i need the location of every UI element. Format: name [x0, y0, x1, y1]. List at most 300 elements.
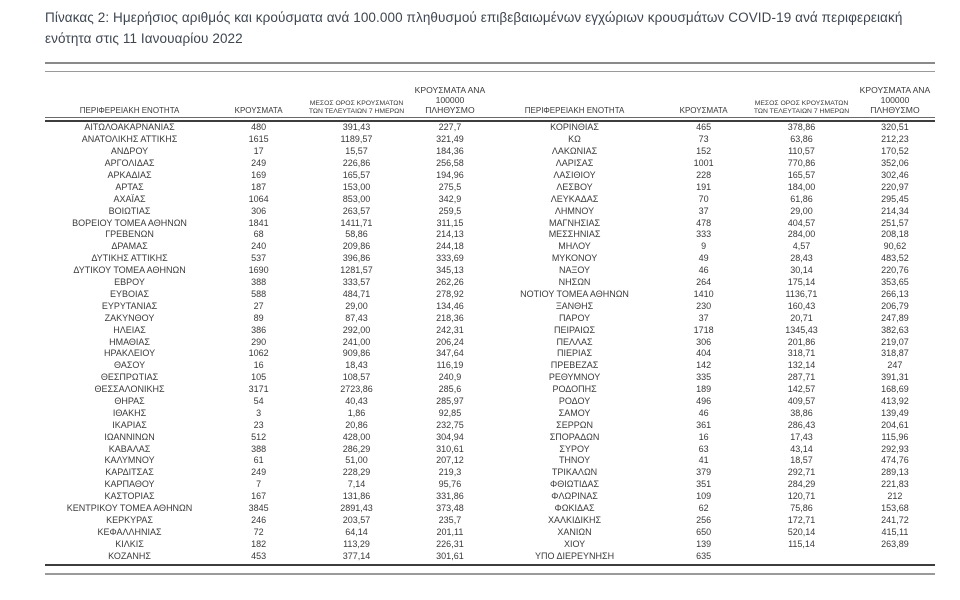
table-row	[490, 444, 935, 456]
region-cell: ΛΗΜΝΟΥ	[554, 205, 595, 216]
cases-cell: 388	[251, 277, 267, 288]
per100k-cell: 342,9	[438, 193, 462, 204]
avg7-cell: 7,14	[347, 479, 366, 490]
cases-cell: 72	[253, 526, 264, 537]
table-row	[45, 396, 490, 408]
region-cell: ΘΗΡΑΣ	[114, 395, 145, 406]
cases-cell: 37	[698, 205, 709, 216]
per100k-cell: 415,11	[881, 526, 909, 537]
cases-cell: 61	[253, 455, 264, 466]
per100k-cell: 295,45	[881, 193, 909, 204]
table-row	[45, 527, 490, 539]
table-row	[45, 337, 490, 349]
covid-cases-table	[45, 86, 935, 567]
table-row	[45, 146, 490, 158]
per100k-cell: 352,06	[881, 158, 909, 169]
table-row	[490, 337, 935, 349]
per100k-cell: 289,13	[881, 467, 909, 478]
cases-cell: 351	[696, 479, 712, 490]
avg7-cell: 29,00	[790, 205, 813, 216]
cases-cell: 465	[696, 122, 712, 133]
avg7-cell: 172,71	[787, 514, 816, 525]
cases-cell: 361	[696, 419, 712, 430]
table-row	[45, 444, 490, 456]
cases-cell: 109	[696, 491, 712, 502]
table-row	[45, 551, 490, 563]
avg7-cell: 18,57	[790, 455, 813, 466]
per100k-cell: 184,36	[436, 146, 464, 157]
cases-cell: 46	[698, 407, 709, 418]
per100k-cell: 139,49	[881, 407, 909, 418]
avg7-cell: 1345,43	[785, 324, 818, 335]
avg7-cell: 520,14	[787, 526, 816, 537]
table-row	[490, 515, 935, 527]
per100k-cell: 275,5	[438, 181, 462, 192]
avg7-cell: 241,00	[342, 336, 371, 347]
avg7-cell: 38,86	[790, 407, 813, 418]
region-cell: ΣΑΜΟΥ	[558, 407, 591, 418]
per100k-cell: 212	[887, 491, 903, 502]
cases-cell: 3171	[248, 384, 269, 395]
per100k-cell: 220,97	[881, 181, 909, 192]
avg7-cell: 63,86	[790, 134, 813, 145]
per100k-cell: 134,46	[436, 300, 464, 311]
per100k-cell: 259,5	[438, 205, 462, 216]
cases-cell: 240	[251, 241, 267, 252]
cases-cell: 70	[698, 193, 709, 204]
cases-cell: 512	[251, 431, 267, 442]
region-cell: ΔΡΑΜΑΣ	[111, 241, 148, 252]
avg7-cell: 58,86	[345, 229, 368, 240]
region-cell: ΚΩ	[568, 134, 581, 145]
avg7-cell: 113,29	[343, 538, 370, 549]
per100k-cell: 333,69	[436, 253, 464, 264]
per100k-cell: 266,13	[881, 288, 909, 299]
avg7-cell: 29,00	[345, 300, 368, 311]
table-row	[490, 265, 935, 277]
table-row	[45, 491, 490, 503]
cases-cell: 388	[251, 443, 267, 454]
table-row	[45, 372, 490, 384]
table-row	[490, 491, 935, 503]
region-cell: ΜΕΣΣΗΝΙΑΣ	[548, 229, 601, 240]
table-row	[490, 277, 935, 289]
cases-cell: 139	[696, 538, 712, 549]
per100k-cell	[855, 551, 935, 563]
table-row	[45, 432, 490, 444]
table-bottom-rule	[45, 564, 935, 566]
per100k-cell: 301,61	[436, 550, 464, 561]
column-header-region: ΠΕΡΙΦΕΡΕΙΑΚΗ ΕΝΟΤΗΤΑ	[79, 106, 180, 116]
region-cell: ΚΑΡΔΙΤΣΑΣ	[105, 467, 154, 478]
table-row	[490, 229, 935, 241]
region-cell: ΑΡΓΟΛΙΔΑΣ	[104, 158, 155, 169]
per100k-cell: 204,61	[881, 419, 909, 430]
per100k-cell: 206,79	[881, 300, 909, 311]
avg7-cell: 292,71	[787, 467, 816, 478]
region-cell: ΡΟΔΟΠΗΣ	[552, 384, 597, 395]
column-header-cases: ΚΡΟΥΣΜΑΤΑ	[234, 106, 283, 116]
cases-cell: 23	[253, 419, 264, 430]
per100k-cell: 212,23	[881, 134, 909, 145]
cases-cell: 588	[251, 288, 267, 299]
avg7-cell: 64,14	[345, 526, 368, 537]
table-body	[45, 122, 935, 562]
region-cell: ΠΡΕΒΕΖΑΣ	[550, 360, 599, 371]
per100k-cell: 153,68	[881, 502, 909, 513]
avg7-cell: 18,43	[345, 360, 368, 371]
cases-cell: 62	[698, 502, 709, 513]
table-row	[490, 134, 935, 146]
avg7-cell: 131,86	[342, 491, 371, 502]
avg7-cell: 30,14	[790, 265, 813, 276]
table-row	[45, 360, 490, 372]
table-row	[490, 539, 935, 551]
region-cell: ΠΕΛΛΑΣ	[556, 336, 593, 347]
avg7-cell: 1281,57	[340, 265, 373, 276]
column-header-region: ΠΕΡΙΦΕΡΕΙΑΚΗ ΕΝΟΤΗΤΑ	[524, 106, 625, 116]
cases-cell: 1615	[248, 134, 269, 145]
cases-cell: 142	[696, 360, 712, 371]
avg7-cell: 1,86	[347, 407, 366, 418]
region-cell: ΚΕΦΑΛΛΗΝΙΑΣ	[97, 526, 162, 537]
cases-cell: 152	[696, 146, 712, 157]
region-cell: ΖΑΚΥΝΘΟΥ	[104, 312, 155, 323]
divider-bottom	[45, 573, 935, 575]
region-cell: ΗΛΕΙΑΣ	[113, 324, 146, 335]
table-row	[490, 122, 935, 134]
table-row	[45, 170, 490, 182]
avg7-cell: 115,14	[788, 538, 815, 549]
region-cell: ΔΥΤΙΚΗΣ ΑΤΤΙΚΗΣ	[91, 253, 168, 264]
table-row	[490, 455, 935, 467]
region-cell: ΕΥΒΟΙΑΣ	[110, 288, 150, 299]
region-cell: ΚΑΒΑΛΑΣ	[108, 443, 151, 454]
region-cell: ΘΑΣΟΥ	[113, 360, 146, 371]
per100k-cell: 242,31	[436, 324, 464, 335]
per100k-cell: 227,7	[438, 122, 462, 133]
per100k-cell: 263,89	[881, 538, 909, 549]
cases-cell: 1841	[248, 217, 269, 228]
avg7-cell: 484,71	[342, 288, 371, 299]
cases-cell: 41	[698, 455, 709, 466]
cases-cell: 46	[698, 265, 709, 276]
column-header-per100k: ΚΡΟΥΣΜΑΤΑ ΑΝΑ 100000 ΠΛΗΘΥΣΜΟ	[414, 84, 486, 115]
per100k-cell: 207,12	[436, 455, 464, 466]
cases-cell: 537	[251, 253, 267, 264]
avg7-cell: 201,86	[787, 336, 816, 347]
region-cell: ΘΕΣΣΑΛΟΝΙΚΗΣ	[94, 384, 165, 395]
region-cell: ΛΑΡΙΣΑΣ	[555, 158, 594, 169]
table-header-right	[490, 86, 935, 117]
avg7-cell: 20,71	[790, 312, 813, 323]
per100k-cell: 219,3	[438, 467, 462, 478]
region-cell: ΓΡΕΒΕΝΩΝ	[105, 229, 154, 240]
table-row	[490, 551, 935, 563]
region-cell: ΧΑΛΚΙΔΙΚΗΣ	[547, 514, 602, 525]
cases-cell: 230	[696, 300, 712, 311]
region-cell: ΑΝΔΡΟΥ	[110, 146, 149, 157]
table-header-left	[45, 86, 490, 117]
per100k-cell: 285,6	[438, 384, 462, 395]
per100k-cell: 483,52	[881, 253, 909, 264]
avg7-cell: 318,71	[787, 348, 816, 359]
per100k-cell: 168,69	[881, 384, 909, 395]
per100k-cell: 413,92	[881, 395, 909, 406]
avg7-cell: 17,43	[790, 431, 813, 442]
cases-cell: 16	[698, 431, 709, 442]
per100k-cell: 251,57	[881, 217, 909, 228]
avg7-cell: 286,43	[787, 419, 816, 430]
per100k-cell: 347,64	[436, 348, 464, 359]
region-cell: ΚΟΖΑΝΗΣ	[108, 550, 151, 561]
avg7-cell: 1411,71	[340, 217, 373, 228]
column-header-avg7: ΜΕΣΟΣ ΟΡΟΣ ΚΡΟΥΣΜΑΤΩΝ ΤΩΝ ΤΕΛΕΥΤΑΙΩΝ 7 ΗΜΕΡΩΝ	[308, 99, 405, 115]
avg7-cell: 209,86	[342, 241, 371, 252]
per100k-cell: 310,61	[436, 443, 464, 454]
region-cell: ΡΕΘΥΜΝΟΥ	[548, 372, 601, 383]
cases-cell: 187	[251, 181, 267, 192]
cases-cell: 306	[696, 336, 712, 347]
cases-cell: 1064	[248, 193, 269, 204]
table-row	[490, 182, 935, 194]
table-row	[490, 348, 935, 360]
table-row	[45, 384, 490, 396]
avg7-cell: 226,86	[342, 158, 371, 169]
table-row	[490, 479, 935, 491]
table-row	[45, 479, 490, 491]
per100k-cell: 90,62	[883, 241, 907, 252]
table-row	[45, 182, 490, 194]
region-cell: ΛΑΣΙΘΙΟΥ	[553, 170, 596, 181]
per100k-cell: 232,75	[436, 419, 464, 430]
cases-cell: 3	[256, 407, 262, 418]
region-cell: ΙΩΑΝΝΙΝΩΝ	[104, 431, 155, 442]
region-cell: ΥΠΟ ΔΙΕΡΕΥΝΗΣΗ	[535, 550, 615, 561]
region-cell: ΑΙΤΩΛΟΑΚΑΡΝΑΝΙΑΣ	[84, 122, 175, 133]
table-row	[490, 253, 935, 265]
per100k-cell: 240,9	[438, 372, 462, 383]
column-header-cases: ΚΡΟΥΣΜΑΤΑ	[679, 106, 728, 116]
cases-cell: 635	[696, 550, 712, 561]
avg7-cell: 28,43	[790, 253, 813, 264]
avg7-cell: 184,00	[787, 181, 816, 192]
avg7-cell: 284,29	[787, 479, 816, 490]
cases-cell: 191	[696, 181, 712, 192]
avg7-cell	[748, 551, 855, 563]
per100k-cell: 285,97	[436, 395, 464, 406]
cases-cell: 9	[701, 241, 707, 252]
table-row	[45, 218, 490, 230]
table-row	[490, 432, 935, 444]
cases-cell: 1410	[693, 288, 714, 299]
cases-cell: 63	[698, 443, 709, 454]
avg7-cell: 2723,86	[340, 384, 373, 395]
cases-cell: 189	[696, 384, 712, 395]
region-cell: ΚΑΛΥΜΝΟΥ	[104, 455, 155, 466]
region-cell: ΕΥΡΥΤΑΝΙΑΣ	[101, 300, 158, 311]
region-cell: ΦΩΚΙΔΑΣ	[554, 502, 595, 513]
table-row	[45, 289, 490, 301]
avg7-cell: 377,14	[342, 550, 371, 561]
region-cell: ΧΙΟΥ	[563, 538, 586, 549]
avg7-cell: 15,57	[345, 146, 368, 157]
avg7-cell: 165,57	[342, 170, 371, 181]
per100k-cell: 208,18	[881, 229, 909, 240]
region-cell: ΚΑΣΤΟΡΙΑΣ	[104, 491, 155, 502]
table-row	[490, 170, 935, 182]
avg7-cell: 287,71	[787, 372, 816, 383]
per100k-cell: 353,65	[881, 277, 909, 288]
table-row	[45, 539, 490, 551]
avg7-cell: 51,00	[345, 455, 368, 466]
per100k-cell: 302,46	[881, 170, 909, 181]
per100k-cell: 331,86	[436, 491, 464, 502]
per100k-cell: 214,34	[881, 205, 909, 216]
avg7-cell: 132,14	[787, 360, 816, 371]
avg7-cell: 909,86	[342, 348, 371, 359]
per100k-cell: 320,51	[881, 122, 909, 133]
avg7-cell: 110,57	[788, 146, 815, 157]
cases-cell: 264	[696, 277, 712, 288]
cases-cell: 89	[253, 312, 264, 323]
avg7-cell: 2891,43	[340, 502, 373, 513]
region-cell: ΚΕΡΚΥΡΑΣ	[106, 514, 153, 525]
per100k-cell: 218,36	[436, 312, 464, 323]
table-row	[45, 515, 490, 527]
table-row	[45, 325, 490, 337]
cases-cell: 650	[696, 526, 712, 537]
avg7-cell: 203,57	[342, 514, 371, 525]
region-cell: ΝΟΤΙΟΥ ΤΟΜΕΑ ΑΘΗΝΩΝ	[520, 288, 629, 299]
table-row	[45, 229, 490, 241]
avg7-cell: 160,43	[787, 300, 816, 311]
region-cell: ΣΠΟΡΑΔΩΝ	[549, 431, 600, 442]
per100k-cell: 321,49	[436, 134, 464, 145]
region-cell: ΘΕΣΠΡΩΤΙΑΣ	[100, 372, 159, 383]
table-row	[45, 420, 490, 432]
avg7-cell: 120,71	[787, 491, 816, 502]
per100k-cell: 235,7	[438, 514, 462, 525]
per100k-cell: 170,52	[881, 146, 909, 157]
avg7-cell: 153,00	[342, 181, 371, 192]
table-row	[45, 194, 490, 206]
table-row	[490, 289, 935, 301]
avg7-cell: 378,86	[787, 122, 816, 133]
region-cell: ΣΥΡΟΥ	[559, 443, 590, 454]
per100k-cell: 391,31	[881, 372, 909, 383]
avg7-cell: 75,86	[790, 502, 813, 513]
per100k-cell: 278,92	[436, 288, 464, 299]
cases-cell: 167	[251, 491, 267, 502]
region-cell: ΚΙΛΚΙΣ	[115, 538, 144, 549]
table-row	[490, 408, 935, 420]
avg7-cell: 61,86	[790, 193, 813, 204]
cases-cell: 478	[696, 217, 712, 228]
table-row	[490, 146, 935, 158]
cases-cell: 249	[251, 467, 267, 478]
avg7-cell: 40,43	[345, 395, 368, 406]
avg7-cell: 20,86	[345, 419, 368, 430]
table-row	[490, 325, 935, 337]
per100k-cell: 220,76	[881, 265, 909, 276]
table-row	[45, 277, 490, 289]
table-row	[490, 503, 935, 515]
region-cell: ΗΜΑΘΙΑΣ	[109, 336, 150, 347]
avg7-cell: 142,57	[787, 384, 816, 395]
per100k-cell: 345,13	[436, 265, 464, 276]
per100k-cell: 116,19	[436, 360, 464, 371]
cases-cell: 453	[251, 550, 267, 561]
region-cell: ΒΟΙΩΤΙΑΣ	[108, 205, 151, 216]
cases-cell: 333	[696, 229, 712, 240]
avg7-cell: 396,86	[342, 253, 371, 264]
table-row	[45, 134, 490, 146]
region-cell: ΤΗΝΟΥ	[558, 455, 591, 466]
page-title: Πίνακας 2: Ημερήσιος αριθμός και κρούσματα ανά 100.000 πληθυσμού επιβεβαιωμένων εγχώριων κρουσμάτων COVID-19 ανά περιφερειακή ενότητα στις 11 Ιανουαρίου 2022	[45, 10, 903, 46]
table-row	[490, 467, 935, 479]
avg7-cell: 108,57	[342, 372, 371, 383]
per100k-cell: 194,96	[436, 170, 464, 181]
table-row	[45, 241, 490, 253]
cases-cell: 480	[251, 122, 267, 133]
per100k-cell: 226,31	[436, 538, 464, 549]
cases-cell: 1690	[248, 265, 269, 276]
region-cell: ΚΟΡΙΝΘΙΑΣ	[550, 122, 599, 133]
avg7-cell: 1189,57	[340, 134, 373, 145]
avg7-cell: 284,00	[787, 229, 816, 240]
table-row	[45, 408, 490, 420]
per100k-cell: 256,58	[436, 158, 464, 169]
per100k-cell: 292,93	[881, 443, 909, 454]
region-cell: ΦΘΙΩΤΙΔΑΣ	[550, 479, 600, 490]
table-row	[490, 241, 935, 253]
cases-cell: 54	[253, 395, 264, 406]
cases-cell: 169	[251, 170, 267, 181]
region-cell: ΛΕΣΒΟΥ	[556, 181, 593, 192]
cases-cell: 68	[253, 229, 264, 240]
cases-cell: 386	[251, 324, 267, 335]
table-row	[45, 158, 490, 170]
region-cell: ΞΑΝΘΗΣ	[555, 300, 594, 311]
cases-cell: 37	[698, 312, 709, 323]
cases-cell: 379	[696, 467, 712, 478]
region-cell: ΛΕΥΚΑΔΑΣ	[550, 193, 599, 204]
region-cell: ΠΑΡΟΥ	[558, 312, 591, 323]
per100k-cell: 247	[887, 360, 903, 371]
per100k-cell: 201,11	[436, 526, 464, 537]
cases-cell: 7	[256, 479, 262, 490]
table-row	[45, 253, 490, 265]
avg7-cell: 175,14	[787, 277, 816, 288]
avg7-cell: 286,29	[342, 443, 371, 454]
table-row	[45, 348, 490, 360]
per100k-cell: 262,26	[436, 277, 464, 288]
region-cell: ΑΝΑΤΟΛΙΚΗΣ ΑΤΤΙΚΗΣ	[81, 134, 178, 145]
cases-cell: 1718	[693, 324, 714, 335]
table-body-left	[45, 122, 490, 562]
table-row	[45, 467, 490, 479]
region-cell: ΦΛΩΡΙΝΑΣ	[551, 491, 598, 502]
table-row	[45, 301, 490, 313]
cases-cell: 27	[253, 300, 264, 311]
region-cell: ΔΥΤΙΚΟΥ ΤΟΜΕΑ ΑΘΗΝΩΝ	[73, 265, 186, 276]
table-row	[490, 360, 935, 372]
table-row	[490, 384, 935, 396]
cases-cell: 256	[696, 514, 712, 525]
avg7-cell: 404,57	[787, 217, 816, 228]
per100k-cell: 247,89	[881, 312, 909, 323]
